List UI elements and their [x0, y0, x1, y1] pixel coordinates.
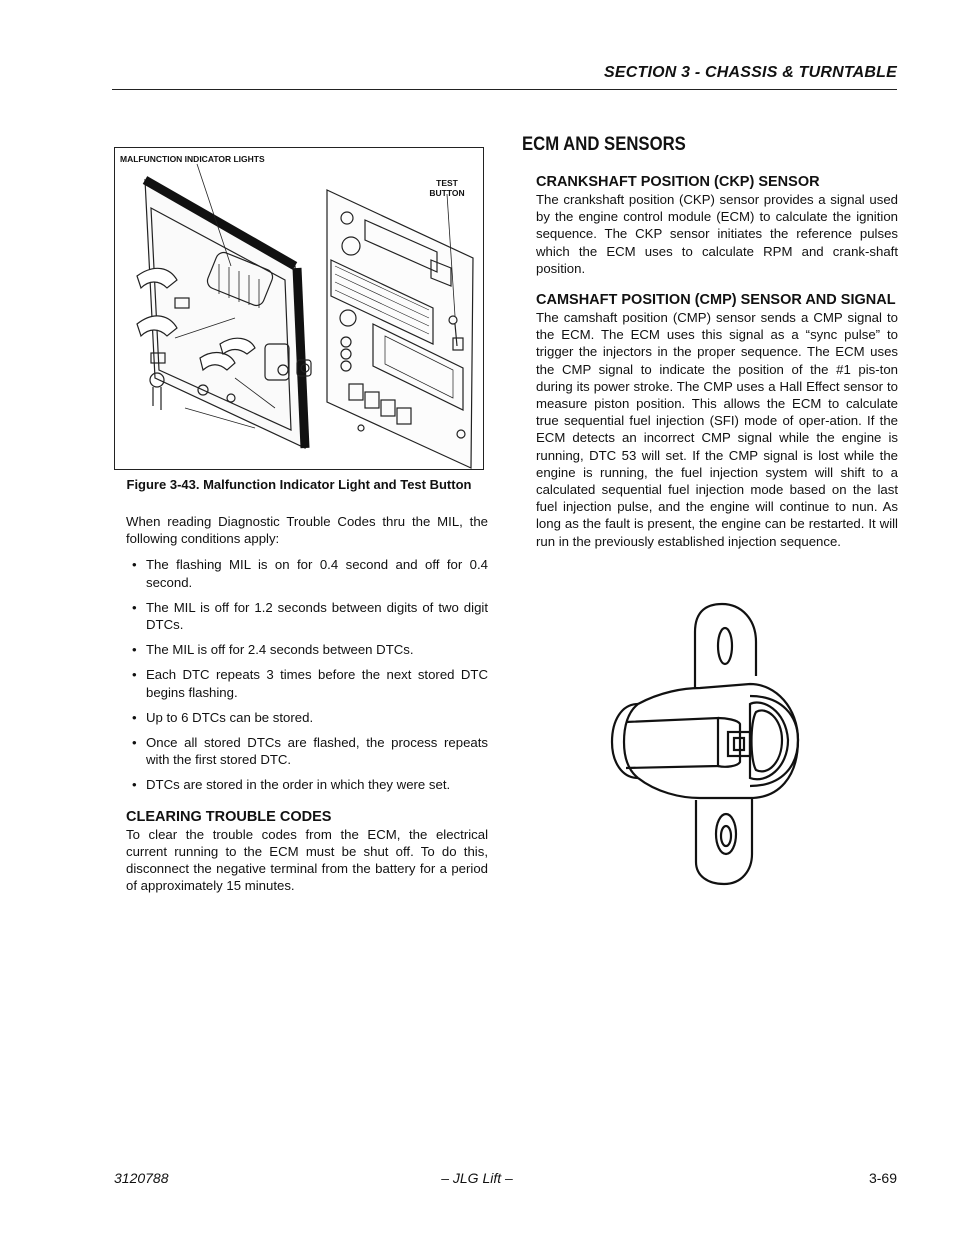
list-item: • Each DTC repeats 3 times before the next stored DTC begins flashing. [132, 667, 488, 700]
test-label-line1: TEST [436, 178, 458, 188]
cmp-heading: CAMSHAFT POSITION (CMP) SENSOR AND SIGNAL [536, 292, 896, 309]
cmp-paragraph: The camshaft position (CMP) sensor sends a CMP signal to the ECM. The ECM uses this signal as a “sync pulse” to trigger the injectors in the proper sequence. The ECM uses the CMP signal to indicate the position of the #1 pis-ton during its power stroke. The CMP uses a Hall Effect sensor to measure piston position. This allows the ECM to calculate true sequential fuel injection (SFI) mode of oper-ation. If the ECM detects an incorrect CMP signal while the engine is running, DTC 53 will set. If the CMP signal is lost while the engine is running, the fuel injection system will shift to a calculated sequential fuel injection mode based on the last fuel injection pulse, and the engine will continue to nun. As long as the fault is present, the engine can be restarted. It will run in the previously established injection sequence. [536, 310, 898, 549]
cmp-sensor-illustration [600, 600, 810, 890]
footer-publisher: – JLG Lift – [441, 1170, 513, 1186]
figure-caption: Figure 3-43. Malfunction Indicator Light and Test Button [126, 477, 472, 492]
test-button-label [427, 178, 467, 198]
list-item: • Up to 6 DTCs can be stored. [132, 709, 314, 725]
clearing-codes-paragraph: To clear the trouble codes from the ECM, the electrical current running to the ECM must be shut off. To do this, disconnect the negative terminal from the battery for a period of approximately 15 minutes. [126, 826, 488, 894]
list-item: • The MIL is off for 1.2 seconds between digits of two digit DTCs. [132, 599, 488, 633]
intro-paragraph: When reading Diagnostic Trouble Codes thru the MIL, the following conditions apply: [126, 514, 488, 547]
ckp-paragraph: The crankshaft position (CKP) sensor provides a signal used by the engine control module (ECM) to calculate the ignition sequence. The CKP sensor initiates the reference pulses which the ECM uses to calculate RPM and crank-shaft position. [536, 192, 898, 276]
list-item: • The MIL is off for 2.4 seconds between DTCs. [132, 642, 414, 658]
section-title: SECTION 3 - CHASSIS & TURNTABLE [603, 64, 897, 81]
footer-page-number: 3-69 [868, 1170, 897, 1186]
list-item: • The flashing MIL is on for 0.4 second and off for 0.4 second. [132, 557, 488, 590]
list-item: • Once all stored DTCs are flashed, the process repeats with the first stored DTC. [132, 735, 488, 768]
ckp-heading: CRANKSHAFT POSITION (CKP) SENSOR [536, 174, 820, 190]
mil-conditions-list [126, 556, 488, 793]
clearing-codes-heading: CLEARING TROUBLE CODES [126, 808, 332, 825]
footer-doc-number: 3120788 [114, 1170, 169, 1186]
figure-malfunction-indicator [114, 147, 484, 470]
left-column [126, 513, 488, 894]
right-column [522, 134, 898, 550]
ecm-circuit-board [327, 190, 473, 468]
header-rule [112, 89, 897, 90]
list-item: • DTCs are stored in the order in which they were set. [132, 777, 451, 793]
mil-label: MALFUNCTION INDICATOR LIGHTS [120, 154, 265, 164]
test-label-line2: BUTTON [429, 188, 465, 198]
ecm-sensors-heading: ECM AND SENSORS [522, 134, 686, 155]
